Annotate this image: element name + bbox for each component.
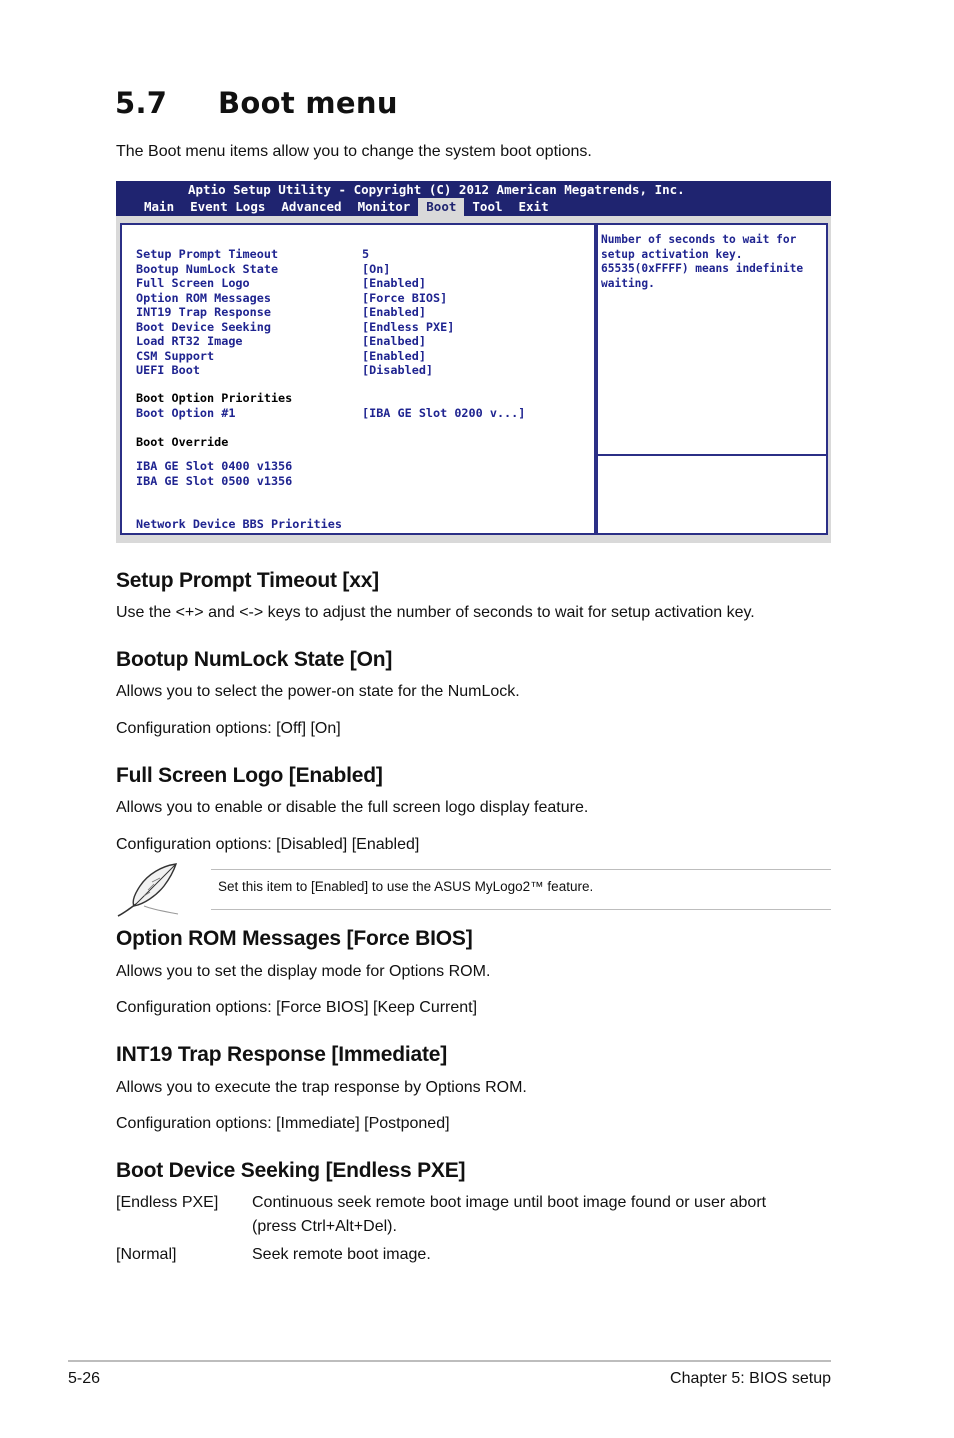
- bios-item-value[interactable]: [Enabled]: [362, 305, 426, 319]
- option-endless-pxe-desc: Continuous seek remote boot image until boot image found or user abort: [252, 1194, 767, 1211]
- boot-option-1-label[interactable]: Boot Option #1: [136, 406, 236, 420]
- bios-item-label[interactable]: Option ROM Messages: [136, 290, 271, 305]
- config-int19-trap-response: Configuration options: [Immediate] [Postponed]: [116, 1115, 450, 1132]
- heading-boot-device-seeking: Boot Device Seeking [Endless PXE]: [116, 1159, 466, 1182]
- heading-bootup-numlock: Bootup NumLock State [On]: [116, 648, 393, 671]
- bios-item-label[interactable]: CSM Support: [136, 348, 215, 363]
- bios-menu-monitor[interactable]: Monitor: [357, 199, 411, 214]
- heading-option-rom-messages: Option ROM Messages [Force BIOS]: [116, 927, 473, 950]
- para-bootup-numlock: Allows you to select the power-on state for the NumLock.: [116, 683, 520, 700]
- bios-menu-advanced[interactable]: Advanced: [281, 199, 342, 214]
- boot-override-heading: Boot Override: [136, 435, 229, 449]
- boot-override-item[interactable]: IBA GE Slot 0500 v1356: [136, 473, 293, 488]
- config-option-rom-messages: Configuration options: [Force BIOS] [Keep Current]: [116, 999, 478, 1016]
- bios-help-text: Number of seconds to wait for setup activation key. 65535(0xFFFF) means indefinite waiting.: [601, 233, 804, 290]
- para-int19-trap-response: Allows you to execute the trap response by Options ROM.: [116, 1079, 527, 1096]
- heading-setup-prompt-timeout: Setup Prompt Timeout [xx]: [116, 569, 379, 592]
- bios-menu-boot[interactable]: Boot: [418, 198, 464, 216]
- note-bottom-rule: [211, 909, 831, 910]
- network-bbs-priorities[interactable]: Network Device BBS Priorities: [136, 517, 342, 531]
- option-normal-key: [Normal]: [116, 1246, 177, 1263]
- footer-rule: [68, 1360, 831, 1362]
- bios-menu-bar: [136, 198, 557, 216]
- bios-header-bar: [116, 181, 831, 216]
- para-full-screen-logo: Allows you to enable or disable the full screen logo display feature.: [116, 799, 589, 816]
- bios-item-value[interactable]: [Enabled]: [362, 276, 426, 290]
- bios-menu-main[interactable]: Main: [144, 199, 175, 214]
- bios-copyright: Aptio Setup Utility - Copyright (C) 2012 American Megatrends, Inc.: [188, 182, 685, 197]
- bios-item-value[interactable]: [Enalbed]: [362, 334, 426, 348]
- bios-item-label[interactable]: Full Screen Logo: [136, 276, 250, 290]
- config-bootup-numlock: Configuration options: [Off] [On]: [116, 720, 341, 737]
- bios-item-label[interactable]: Bootup NumLock State: [136, 261, 279, 276]
- feather-note-icon: [114, 860, 180, 918]
- intro-text: The Boot menu items allow you to change the system boot options.: [116, 143, 592, 160]
- note-top-rule: [211, 869, 831, 870]
- para-setup-prompt-timeout: Use the <+> and <-> keys to adjust the number of seconds to wait for setup activation key.: [116, 604, 755, 621]
- boot-override-item[interactable]: IBA GE Slot 0400 v1356: [136, 459, 293, 473]
- section-title-text: Boot menu: [218, 86, 398, 120]
- bios-item-value[interactable]: [Force BIOS]: [362, 290, 448, 305]
- boot-priorities-heading: Boot Option Priorities: [136, 391, 293, 405]
- heading-int19-trap-response: INT19 Trap Response [Immediate]: [116, 1043, 448, 1066]
- bios-item-label[interactable]: INT19 Trap Response: [136, 305, 271, 319]
- bios-screenshot: [116, 181, 831, 543]
- heading-full-screen-logo: Full Screen Logo [Enabled]: [116, 764, 383, 787]
- config-full-screen-logo: Configuration options: [Disabled] [Enabled]: [116, 836, 420, 853]
- bios-menu-exit[interactable]: Exit: [518, 199, 549, 214]
- note-text: Set this item to [Enabled] to use the ASUS MyLogo2™ feature.: [218, 879, 594, 894]
- bios-item-value[interactable]: [Disabled]: [362, 363, 434, 377]
- option-endless-pxe-desc-2: (press Ctrl+Alt+Del).: [252, 1218, 397, 1235]
- bios-settings-panel: [120, 223, 596, 535]
- bios-item-label[interactable]: Setup Prompt Timeout: [136, 247, 279, 261]
- bios-help-divider: [598, 454, 826, 456]
- option-endless-pxe-key: [Endless PXE]: [116, 1194, 219, 1211]
- boot-option-1-value[interactable]: [IBA GE Slot 0200 v...]: [362, 406, 526, 420]
- bios-item-label[interactable]: UEFI Boot: [136, 363, 200, 377]
- bios-item-label[interactable]: Boot Device Seeking: [136, 319, 271, 334]
- bios-help-panel: [596, 223, 828, 535]
- bios-item-value[interactable]: 5: [362, 247, 370, 261]
- bios-item-value[interactable]: [On]: [362, 261, 391, 276]
- bios-item-label[interactable]: Load RT32 Image: [136, 334, 243, 348]
- page-number: 5-26: [68, 1370, 101, 1387]
- section-title: [115, 86, 398, 120]
- bios-item-value[interactable]: [Endless PXE]: [362, 319, 455, 334]
- option-normal-desc: Seek remote boot image.: [252, 1246, 431, 1263]
- bios-item-value[interactable]: [Enabled]: [362, 348, 426, 363]
- section-number: 5.7: [115, 86, 168, 120]
- chapter-label: Chapter 5: BIOS setup: [670, 1370, 831, 1387]
- bios-menu-tool[interactable]: Tool: [472, 199, 503, 214]
- para-option-rom-messages: Allows you to set the display mode for Options ROM.: [116, 963, 491, 980]
- bios-menu-event-logs[interactable]: Event Logs: [190, 199, 266, 214]
